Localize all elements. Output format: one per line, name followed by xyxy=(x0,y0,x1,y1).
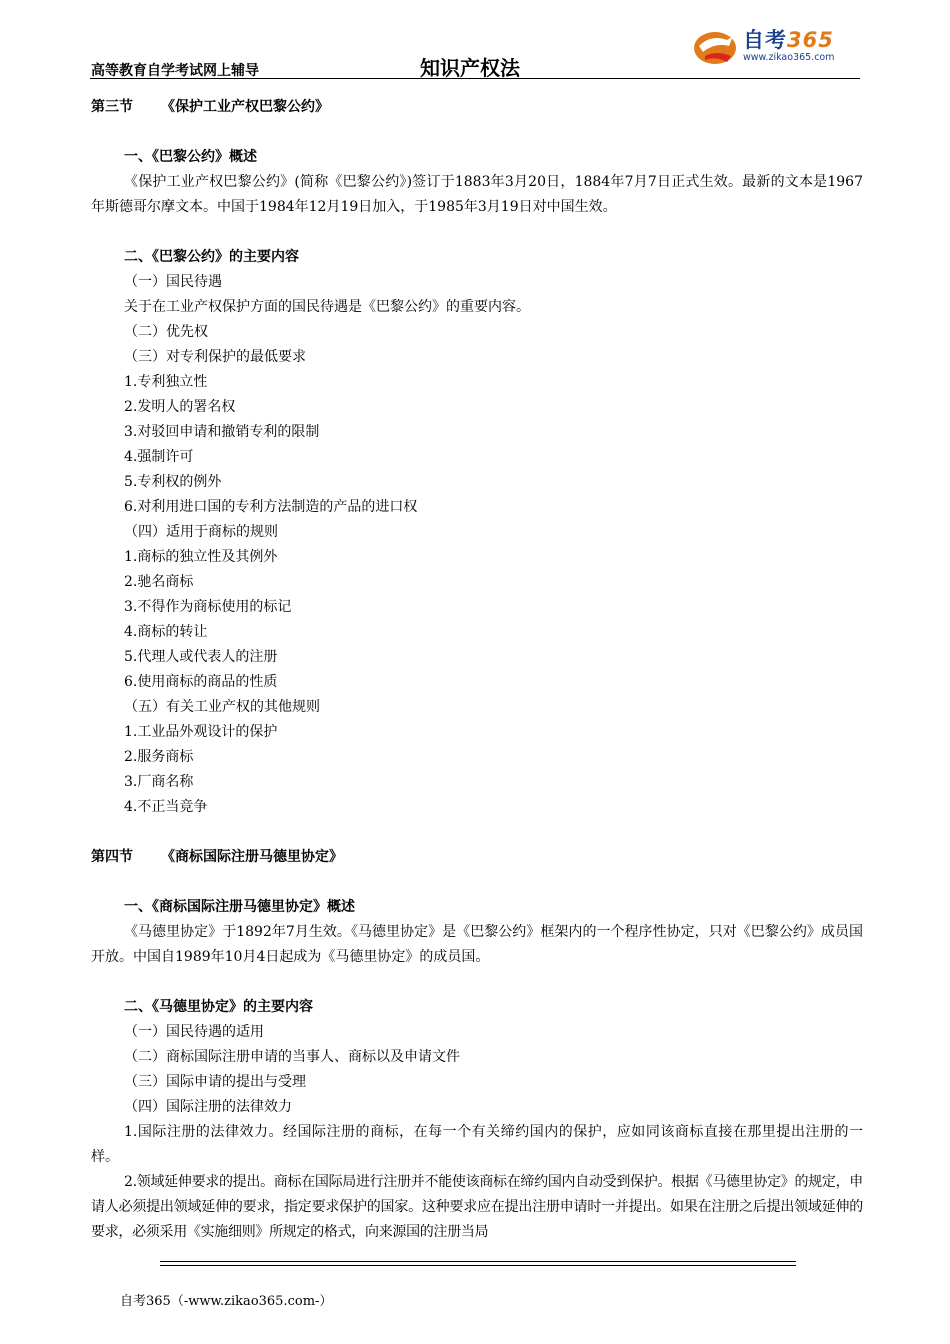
paragraph: 《保护工业产权巴黎公约》(简称《巴黎公约》)签订于1883年3月20日，1884年7月7日正式生效。最新的文本是1967年斯德哥尔摩文本。中国于1984年12月19日加入，于1985年3月19日对中国生效。 xyxy=(91,174,863,215)
logo-swoosh-icon xyxy=(693,26,741,70)
list-item: 3.厂商名称 xyxy=(124,774,194,790)
list-item: （三）对专利保护的最低要求 xyxy=(124,349,306,365)
list-item: （四）国际注册的法律效力 xyxy=(124,1099,292,1115)
paragraph: 《马德里协定》于1892年7月生效。《马德里协定》是《巴黎公约》框架内的一个程序性协定，只对《巴黎公约》成员国开放。中国自1989年10月4日起成为《马德里协定》的成员国。 xyxy=(91,924,863,965)
paragraph: 2.领域延伸要求的提出。商标在国际局进行注册并不能使该商标在缔约国内自动受到保护。根据《马德里协定》的规定，申请人必须提出领域延伸的要求，指定要求保护的国家。这种要求应在提出注册申请时一并提出。如果在注册之后提出领域延伸的要求，必须采用《实施细则》所规定的格式，向来源国的注册当局 xyxy=(91,1174,863,1240)
subsection-heading: 二、《巴黎公约》的主要内容 xyxy=(124,249,299,265)
subsection-heading: 一、《商标国际注册马德里协定》概述 xyxy=(124,899,355,915)
list-item: 5.代理人或代表人的注册 xyxy=(124,649,278,665)
list-item: （三）国际申请的提出与受理 xyxy=(124,1074,306,1090)
list-item: 4.不正当竞争 xyxy=(124,799,208,815)
list-item: 4.商标的转让 xyxy=(124,624,208,640)
header-divider xyxy=(90,78,860,79)
list-item: 2.发明人的署名权 xyxy=(124,399,236,415)
paragraph: 1.国际注册的法律效力。经国际注册的商标，在每一个有关缔约国内的保护，应如同该商标直接在那里提出注册的一样。 xyxy=(91,1124,863,1165)
list-item: 6.对利用进口国的专利方法制造的产品的进口权 xyxy=(124,499,418,515)
list-item: 1.商标的独立性及其例外 xyxy=(124,549,278,565)
document-body xyxy=(91,95,863,1245)
logo-text-cn: 自考 xyxy=(743,28,787,52)
section-title: 《商标国际注册马德里协定》 xyxy=(161,849,343,865)
site-logo[interactable] xyxy=(693,22,863,78)
list-item: （四）适用于商标的规则 xyxy=(124,524,278,540)
subsection-heading: 二、《马德里协定》的主要内容 xyxy=(124,999,313,1015)
list-item: （一）国民待遇 xyxy=(124,274,222,290)
header-left-title: 高等教育自学考试网上辅导 xyxy=(91,63,259,79)
section-heading xyxy=(91,95,863,120)
list-item: 关于在工业产权保护方面的国民待遇是《巴黎公约》的重要内容。 xyxy=(124,299,530,315)
subsection-heading: 一、《巴黎公约》概述 xyxy=(124,149,257,165)
list-item: （一）国民待遇的适用 xyxy=(124,1024,264,1040)
list-item: 1.工业品外观设计的保护 xyxy=(124,724,278,740)
list-item: 4.强制许可 xyxy=(124,449,194,465)
list-item: 3.对驳回申请和撤销专利的限制 xyxy=(124,424,320,440)
list-item: 1.专利独立性 xyxy=(124,374,208,390)
footer-divider xyxy=(160,1261,796,1266)
list-item: （五）有关工业产权的其他规则 xyxy=(124,699,320,715)
logo-text-number: 365 xyxy=(787,28,834,52)
list-item: 3.不得作为商标使用的标记 xyxy=(124,599,292,615)
header-document-title: 知识产权法 xyxy=(420,56,520,80)
list-item: 6.使用商标的商品的性质 xyxy=(124,674,278,690)
list-item: 2.驰名商标 xyxy=(124,574,194,590)
logo-url: www.zikao365.com xyxy=(743,52,835,63)
logo-text xyxy=(743,24,834,54)
section-number: 第三节 xyxy=(91,99,133,115)
section-number: 第四节 xyxy=(91,849,133,865)
footer-text: 自考365（-www.zikao365.com-） xyxy=(120,1294,333,1309)
section-heading xyxy=(91,845,863,870)
list-item: 5.专利权的例外 xyxy=(124,474,222,490)
list-item: （二）优先权 xyxy=(124,324,208,340)
list-item: 2.服务商标 xyxy=(124,749,194,765)
section-title: 《保护工业产权巴黎公约》 xyxy=(161,99,329,115)
list-item: （二）商标国际注册申请的当事人、商标以及申请文件 xyxy=(124,1049,460,1065)
